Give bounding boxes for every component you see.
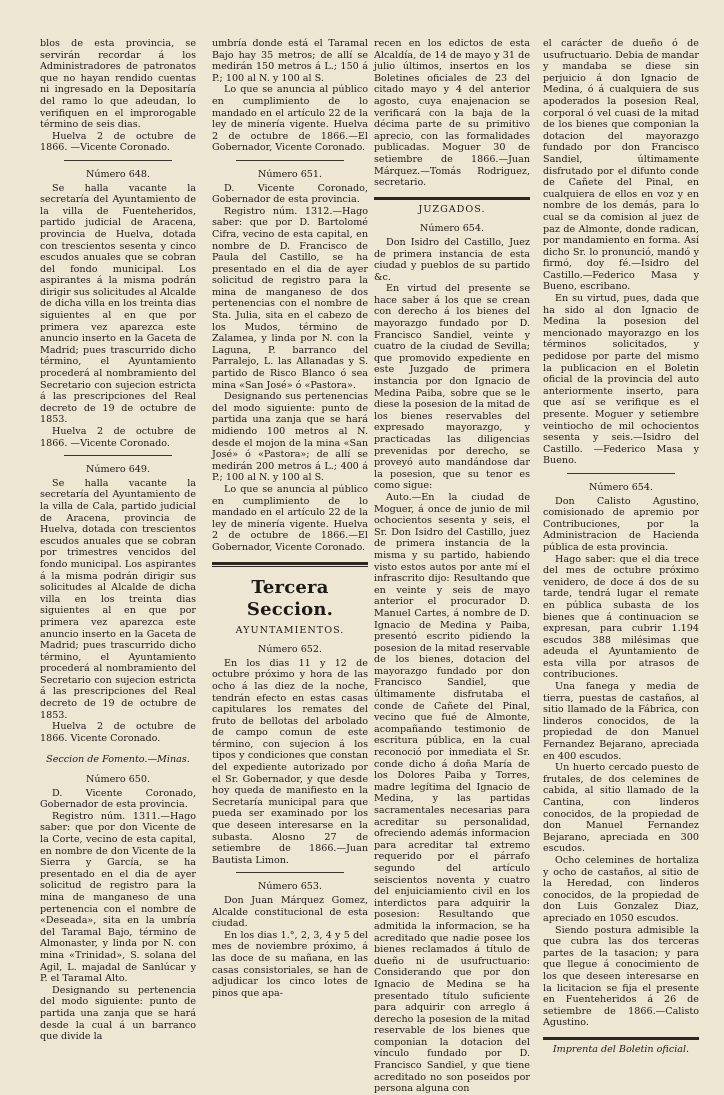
paragraph: Designando su pertenencia del modo siguiente: punto de partida una zanja que se hará desde la cual á un barranco que divide la bbox=[40, 984, 196, 1043]
paragraph: En los dias 11 y 12 de octubre próximo y hora de las ocho á las diez de la noche, tendrán efecto en estas casas capitulares los remates del fruto de bellotas del arbolado de campo comun de este término, con sujecion á los tipos y condiciones que constan del expediente autorizado por el Sr. Gobernador, y que desde hoy queda de manifiesto en la Secretaría municipal para que pueda ser examinado por los que deseen interesarse en la subasta. Alosno 27 de setiembre de 1866.—Juan Bautista Limon. bbox=[212, 657, 368, 866]
paragraph: Lo que se anuncia al público en cumplimiento de lo mandado en el artículo 22 de la ley de minería vigente. Huelva 2 de octubre de 1866.—El Gobernador, Vicente Coronado. bbox=[212, 84, 368, 154]
thick-divider bbox=[374, 197, 530, 200]
paragraph: Don Juan Márquez Gomez, Alcalde constitucional de esta ciudad. bbox=[212, 895, 368, 930]
paragraph: D. Vicente Coronado, Gobernador de esta provincia. bbox=[212, 182, 368, 206]
section-subtitle: AYUNTAMIENTOS. bbox=[235, 624, 345, 636]
notice-number: Número 649. bbox=[85, 464, 151, 476]
notice-number: Número 654. bbox=[419, 223, 485, 235]
paragraph: Un huerto cercado puesto de frutales, de dos celemines de cabida, al sitio llamado de la Cantina, con linderos conocidos, de la propiedad de don Manuel Fernandez Bejarano, apreciada en 300 escudos. bbox=[543, 762, 699, 855]
divider bbox=[567, 473, 675, 474]
paragraph: En su virtud, pues, dada que ha sido al don Ignacio de Medina la posesion del mencionado mayorazgo en los términos solicitados, y pedidose por parte del mismo la publicacion en el Boletin oficial de la provincia del auto anteriormente inserto, para que así se verifique es el presente. Moguer y setiembre veintiocho de mil ochocientos sesenta y seis.—Isidro del Castillo. —Federico Masa y Bueno. bbox=[543, 293, 699, 467]
signature: Huelva 2 de octubre de 1866. —Vicente Coronado. bbox=[40, 426, 196, 449]
paragraph: Don Calisto Agustino, comisionado de apremio por Contribuciones, por la Administracion de Hacienda pública de esta provincia. bbox=[543, 495, 699, 553]
paragraph: Ocho celemines de hortaliza y ocho de castaños, al sitio de la Heredad, con linderos conocidos, de la propiedad de don Luis Gonzalez Diaz, apreciado en 1050 escudos. bbox=[543, 854, 699, 924]
paragraph: En virtud del presente se hace saber á los que se crean con derecho á los bienes del mayorazgo fundado por D. Francisco Sandiel, veinte y cuatro de la ciudad de Sevilla; que promovido expediente en este Juzgado de primera instancia por don Ignacio de Medina Paiba, sobre que se le diese la posesion de la mitad de los bienes reservables del expresado mayorazgo, y practicadas las diligencias prevenidas por derecho, se proveyó auto mandándose dar la posesion, que su tenor es como sigue: bbox=[374, 283, 530, 492]
column-1 bbox=[40, 38, 196, 1043]
notice-number: Número 652. bbox=[257, 644, 323, 656]
paragraph: Registro núm. 1311.—Hago saber: que por don Vicente de la Corte, vecino de esta capital, en nombre de don Vicente de la Sierra y García, se ha presentado en el dia de ayer solicitud de registro para la mina de manganeso de una pertenencia con el nombre de «Deseada», sita en la umbría del Taramal Bajo, término de Almonaster, y linda por N. con mina «Trinidad», S. solana del Agil, L. majadal de Sanlúcar y P. el Taramal Alto. bbox=[40, 810, 196, 985]
column-3 bbox=[374, 38, 530, 1095]
divider bbox=[236, 160, 344, 161]
divider bbox=[64, 160, 172, 161]
paragraph: el carácter de dueño ó de usufructuario. Debia de mandar y mandaba se diese sin perjuicio á don Ignacio de Medina, ó á cualquiera de sus apoderados la posesion Real, corporal ó vel cuasi de la mitad de los bienes que componian la dotacion del mayorazgo fundado por don Francisco Sandiel, últimamente disfrutado por el difunto conde de Cañete del Pinal, en cualquiera de ellos en voz y en nombre de los demás, para lo cual se da comision al juez de paz de Almonte, donde radican, por mandamiento en forma. Así dicho Sr. lo pronunció, mandó y firmó, doy fé.—Isidro del Castillo.—Federico Masa y Bueno, escribano. bbox=[543, 38, 699, 293]
notice-number: Número 653. bbox=[257, 881, 323, 893]
notice-number: Número 654. bbox=[588, 481, 654, 493]
paragraph: Se halla vacante la secretaría del Ayuntamiento de la villa de Cala, partido judicial de Aracena, provincia de Huelva, dotada con trescientos escudos anuales que se cobran por trimestres vencidos del fondo municipal. Los aspirantes á la misma podrán dirigir sus solicitudes al Alcalde de dicha villa en los treinta dias siguientes al en que por primera vez aparezca este anuncio inserto en la Gaceta de Madrid; pues trascurrido dicho término, el Ayuntamiento procederá al nombramiento del Secretario con sujecion estricta á las prescripciones del Real decreto de 19 de octubre de 1853. bbox=[40, 477, 196, 721]
notice-number: Número 650. bbox=[85, 774, 151, 786]
paragraph: Auto.—En la ciudad de Moguer, á once de junio de mil ochocientos sesenta y seis, el Sr. Don Isidro del Castillo, juez de primera instancia de la misma y su partido, habiendo visto estos autos por ante mí el infrascrito dijo: Resultando que en veinte y seis de mayo anterior el procurador D. Manuel Cartes, á nombre de D. Ignacio de Medina y Paiba, presentó escrito pidiendo la posesion de la mitad reservable de los bienes, dotacion del mayorazgo fundado por don Francisco Sandiel, que últimamente disfrutaba el conde de Cañete del Pinal, vecino que fué de Almonte, acompañando testimonio de escritura pública, en la cual reconoció por inmediata el Sr. conde dicho á doña María de los Dolores Paiba y Torres, madre legítima del Ignacio de Medina, y las partidas sacramentales necesarias para acreditar su personalidad, ofreciendo además informacion para acreditar tal extremo requerido por el párrafo segundo del artículo seiscientos noventa y cuatro del enjuiciamiento civil en los interdictos para adquirir la posesion: Resultando que admitida la informacion, se ha acreditado que nadie posee los bienes reclamados á título de dueño ni de usufructuario: Considerando que por don Ignacio de Medina se ha presentado título suficiente para adquirir con arreglo á derecho la posesion de la mitad reservable de los bienes que componian la dotacion del vínculo fundado por D. Francisco Sandiel, y que tiene acreditado no son poseidos por persona alguna con bbox=[374, 491, 530, 1095]
notice-number: Número 648. bbox=[85, 168, 151, 180]
signature: Huelva 2 de octubre de 1866. Vicente Coronado. bbox=[40, 721, 196, 744]
column-2 bbox=[212, 38, 368, 999]
divider bbox=[236, 872, 344, 873]
notice-number: Número 651. bbox=[257, 168, 323, 180]
paragraph: blos de esta provincia, se servirán recordar á los Administradores de patronatos que no hayan rendido cuentas ni ingresado en la Depositaría del ramo lo que adeudan, lo verifiquen en el improrogable término de seis dias. bbox=[40, 38, 196, 131]
divider bbox=[64, 455, 172, 456]
paragraph: Hago saber: que el dia trece del mes de octubre próximo venidero, de doce á dos de su tarde, tendrá lugar el remate en pública subasta de los bienes que á continuacion se expresan, para cubrir 1.194 escudos 388 milésimas que adeuda el Ayuntamiento de esta villa por atrasos de contribuciones. bbox=[543, 553, 699, 681]
paragraph: Registro núm. 1312.—Hago saber: que por D. Bartolomé Cifra, vecino de esta capital, en nombre de D. Francisco de Paula del Castillo, se ha presentado en el dia de ayer solicitud de registro para la mina de manganeso de dos pertenencias con el nombre de Sta. Julia, sita en el cabezo de los Mudos, término de Zalamea, y linda por N. con la Laguna, P. barranco del Parralejo, L. las Allanadas y S. partido de Risco Blanco ó sea mina «San José» ó «Pastora». bbox=[212, 205, 368, 391]
section-subheading: Seccion de Fomento.—Minas. bbox=[46, 754, 190, 766]
paragraph: umbría donde está el Taramal Bajo hay 35 metros; de allí se medirán 150 metros á L.; 150 á P.; 100 al N. y 100 al S. bbox=[212, 38, 368, 84]
paragraph: Siendo postura admisible la que cubra las dos terceras partes de la tasacion; y para que llegue á conocimiento de los que deseen interesarse en la licitacion se fija el presente en Fuenteheridos á 26 de setiembre de 1866.—Calisto Agustino. bbox=[543, 924, 699, 1029]
section-title: Tercera Seccion. bbox=[246, 576, 334, 620]
thin-divider bbox=[212, 566, 368, 567]
paragraph: Don Isidro del Castillo, Juez de primera instancia de esta ciudad y pueblos de su partido &c. bbox=[374, 236, 530, 283]
paragraph: recen en los edictos de esta Alcaldía, de 14 de mayo y 31 de julio últimos, insertos en los Boletines oficiales de 23 del citado mayo y 4 del anterior agosto, cuya enajenacion se verificará con la baja de la décima parte de su primitivo aprecio, con las formalidades publicadas. Moguer 30 de setiembre de 1866.—Juan Márquez.—Tomás Rodriguez, secretario. bbox=[374, 38, 530, 189]
paragraph: D. Vicente Coronado, Gobernador de esta provincia. bbox=[40, 787, 196, 811]
thick-divider bbox=[212, 562, 368, 565]
imprint-line: Imprenta del Boletin oficial. bbox=[552, 1043, 690, 1055]
paragraph: En los dias 1.°, 2, 3, 4 y 5 del mes de noviembre próximo, á las doce de su mañana, en las casas consistoriales, se han de adjudicar los cinco lotes de pinos que apa- bbox=[212, 929, 368, 999]
paragraph: Se halla vacante la secretaría del Ayuntamiento de la villa de Fuenteheridos, partido judicial de Aracena, provincia de Huelva, dotada con trescientos sesenta y cinco escudos anuales que se cobran del fondo municipal. Los aspirantes á la misma podrán dirigir sus solicitudes al Alcalde de dicha villa en los treinta dias siguientes al en que por primera vez aparezca este anuncio inserto en la Gaceta de Madrid; pues trascurrido dicho término, el Ayuntamiento procederá al nombramiento del Secretario con sujecion estricta á las prescripciones del Real decreto de 19 de octubre de 1853. bbox=[40, 182, 196, 426]
section-subtitle: JUZGADOS. bbox=[418, 203, 486, 215]
column-4 bbox=[543, 38, 699, 1055]
thick-divider bbox=[543, 1037, 699, 1040]
signature: Huelva 2 de octubre de 1866. —Vicente Coronado. bbox=[40, 130, 196, 154]
paragraph: Lo que se anuncia al público en cumplimiento de lo mandado en el artículo 22 de la ley de minería vigente. Huelva 2 de octubre de 1866.—El Gobernador, Vicente Coronado. bbox=[212, 483, 368, 553]
paragraph: Una fanega y media de tierra, puestas de castaños, al sitio llamado de la Fábrica, con linderos conocidos, de la propiedad de don Manuel Fernandez Bejarano, apreciada en 400 escudos. bbox=[543, 681, 699, 762]
paragraph: Designando sus pertenencias del modo siguiente: punto de partida una zanja que se hará midiendo 100 metros al N. desde el mojon de la mina «San José» ó «Pastora»; de allí se medirán 200 metros á L.; 400 á P.; 100 al N. y 100 al S. bbox=[212, 391, 368, 484]
